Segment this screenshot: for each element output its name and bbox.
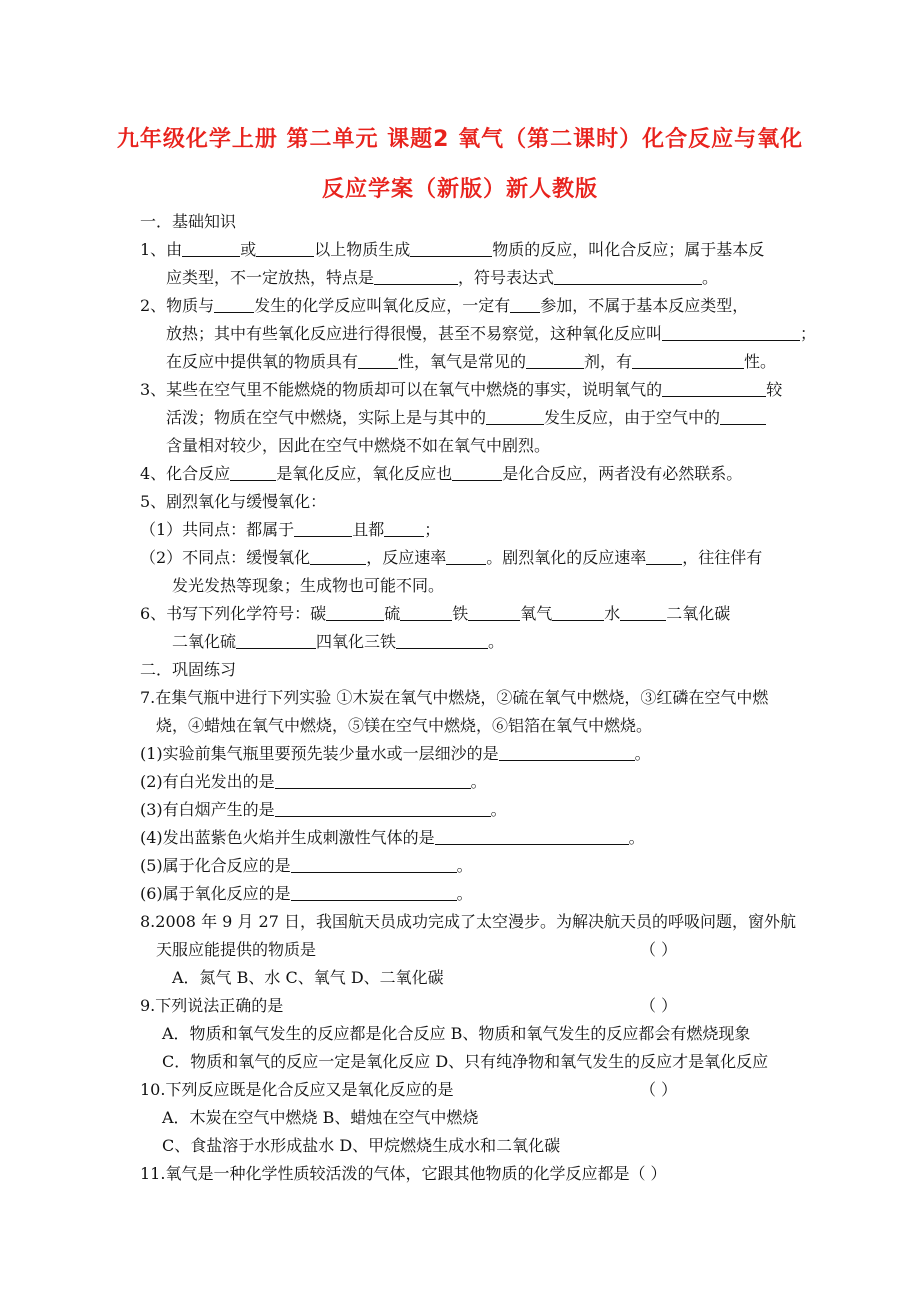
- page-title-line-2: 反应学案（新版）新人教版: [321, 177, 598, 202]
- section-heading-basics: 一．基础知识: [140, 212, 237, 231]
- question-6-line-1: [140, 604, 730, 624]
- blank[interactable]: [452, 464, 502, 481]
- blank[interactable]: [662, 324, 800, 341]
- question-3-line-3: [166, 436, 550, 456]
- blank[interactable]: [510, 296, 540, 313]
- blank[interactable]: [646, 548, 682, 565]
- blank[interactable]: [275, 772, 471, 789]
- blank[interactable]: [662, 380, 766, 397]
- text: 参加，不属于基本反应类型，: [540, 296, 749, 315]
- text: ，符号表达式: [458, 268, 555, 287]
- text: ，反应速率: [366, 548, 447, 567]
- question-8-line-2: 天服应能提供的物质是: [156, 940, 317, 959]
- text: 。: [490, 800, 507, 819]
- text: 应类型，不一定放热，特点是: [166, 268, 375, 287]
- page-title-line-1: 九年级化学上册 第二单元 课题2 氧气（第二课时）化合反应与氧化: [116, 127, 804, 152]
- question-6-line-2: [172, 632, 504, 652]
- text: 性。: [744, 352, 777, 371]
- text: 四氧化三铁: [316, 632, 397, 651]
- blank[interactable]: [446, 548, 486, 565]
- text: 且都: [352, 520, 385, 539]
- question-8-options: A．氮气 B、水 C、氧气 D、二氧化碳: [172, 968, 444, 987]
- text: ，往往伴有: [682, 548, 763, 567]
- text: (2)有白光发出的是: [140, 772, 275, 791]
- blank[interactable]: [256, 240, 314, 257]
- blank[interactable]: [182, 240, 240, 257]
- text: 6、书写下列化学符号：碳: [140, 604, 327, 623]
- blank[interactable]: [720, 408, 766, 425]
- blank[interactable]: [230, 464, 276, 481]
- text: 1、由: [140, 240, 183, 259]
- question-2-line-1: [140, 296, 748, 316]
- question-9-options-2: C．物质和氧气的反应一定是氧化反应 D、只有纯净物和氧气发生的反应才是氧化反应: [162, 1052, 769, 1071]
- question-11-stem: 11.氧气是一种化学性质较活泼的气体，它跟其他物质的化学反应都是（ ）: [140, 1164, 667, 1183]
- text: 二氧化碳: [666, 604, 731, 623]
- question-7-sub-1: [140, 744, 651, 764]
- text: （1）共同点：都属于: [140, 520, 295, 539]
- question-8-answer-paren[interactable]: （ ）: [640, 940, 678, 959]
- text: (4)发出蓝紫色火焰并生成刺激性气体的是: [140, 828, 435, 847]
- blank[interactable]: [326, 604, 384, 621]
- question-7-sub-3: [140, 800, 507, 820]
- text: 。: [456, 884, 473, 903]
- text: 剂，有: [584, 352, 633, 371]
- question-7-sub-2: [140, 772, 487, 792]
- text: 。: [456, 856, 473, 875]
- blank[interactable]: [435, 828, 629, 845]
- text: 。: [628, 828, 645, 847]
- blank[interactable]: [468, 604, 520, 621]
- question-2-line-3: [166, 352, 776, 372]
- text: 是氧化反应，氧化反应也: [276, 464, 453, 483]
- question-7-sub-6: [140, 884, 473, 904]
- blank[interactable]: [620, 604, 666, 621]
- text: 活泼；物质在空气中燃烧，实际上是与其中的: [166, 408, 487, 427]
- text: 3、某些在空气里不能燃烧的物质却可以在氧气中燃烧的事实，说明氧气的: [140, 380, 663, 399]
- blank[interactable]: [214, 296, 254, 313]
- question-8-line-1: 8.2008 年 9 月 27 日，我国航天员成功完成了太空漫步。为解决航天员的呼吸问题，窗外航: [140, 912, 796, 931]
- text: 氧气: [520, 604, 553, 623]
- question-9-stem: 9.下列说法正确的是: [140, 996, 284, 1015]
- text: 发生的化学反应叫氧化反应，一定有: [254, 296, 511, 315]
- blank[interactable]: [236, 632, 316, 649]
- text: 发光发热等现象；生成物也可能不同。: [172, 576, 445, 595]
- blank[interactable]: [552, 604, 604, 621]
- text: 发生反应，由于空气中的: [544, 408, 721, 427]
- text: ；: [424, 520, 441, 539]
- text: (5)属于化合反应的是: [140, 856, 291, 875]
- blank[interactable]: [384, 520, 424, 537]
- blank[interactable]: [410, 240, 492, 257]
- text: 4、化合反应: [140, 464, 231, 483]
- question-7-sub-5: [140, 856, 473, 876]
- text: (1)实验前集气瓶里要预先装少量水或一层细沙的是: [140, 744, 499, 763]
- text: 。: [634, 744, 651, 763]
- text: （2）不同点：缓慢氧化: [140, 548, 311, 567]
- text: 二氧化硫: [172, 632, 237, 651]
- question-5-part-2-line-1: [140, 548, 762, 568]
- blank[interactable]: [526, 352, 584, 369]
- question-10-options-1: A．木炭在空气中燃烧 B、蜡烛在空气中燃烧: [162, 1108, 479, 1127]
- question-7-line-1: 7.在集气瓶中进行下列实验 ①木炭在氧气中燃烧，②硫在氧气中燃烧，③红磷在空气中燃: [140, 688, 769, 707]
- blank[interactable]: [291, 856, 457, 873]
- section-heading-practice: 二．巩固练习: [140, 660, 237, 679]
- question-10-options-2: C、食盐溶于水形成盐水 D、甲烷燃烧生成水和二氧化碳: [162, 1136, 561, 1155]
- text: 。: [488, 632, 505, 651]
- question-10-answer-paren[interactable]: （ ）: [640, 1080, 678, 1099]
- text: 较: [766, 380, 783, 399]
- blank[interactable]: [358, 352, 398, 369]
- blank[interactable]: [374, 268, 458, 285]
- blank[interactable]: [554, 268, 702, 285]
- text: 是化合反应，两者没有必然联系。: [502, 464, 743, 483]
- blank[interactable]: [275, 800, 491, 817]
- text: 放热；其中有些氧化反应进行得很慢，甚至不易察觉，这种氧化反应叫: [166, 324, 663, 343]
- question-3-line-2: [166, 408, 766, 428]
- text: 铁: [452, 604, 469, 623]
- text: 2、物质与: [140, 296, 215, 315]
- text: 含量相对较少，因此在空气中燃烧不如在氧气中剧烈。: [166, 436, 551, 455]
- text: 在反应中提供氧的物质具有: [166, 352, 359, 371]
- question-9-options-1: A．物质和氧气发生的反应都是化合反应 B、物质和氧气发生的反应都会有燃烧现象: [162, 1024, 751, 1043]
- question-3-line-1: [140, 380, 782, 400]
- blank[interactable]: [632, 352, 744, 369]
- question-5-heading: 5、剧烈氧化与缓慢氧化：: [140, 492, 327, 511]
- question-9-answer-paren[interactable]: （ ）: [640, 996, 678, 1015]
- blank[interactable]: [310, 548, 366, 565]
- text: 。: [702, 268, 719, 287]
- question-1-line-2: [166, 268, 718, 288]
- question-1-line-1: [140, 240, 764, 260]
- question-4: [140, 464, 742, 484]
- text: 物质的反应，叫化合反应；属于基本反: [492, 240, 765, 259]
- text: 。: [470, 772, 487, 791]
- question-5-part-2-line-2: [172, 576, 444, 596]
- question-7-line-2: 烧，④蜡烛在氧气中燃烧，⑤镁在空气中燃烧，⑥铝箔在氧气中燃烧。: [156, 716, 653, 735]
- question-5-part-1: [140, 520, 440, 540]
- blank[interactable]: [396, 632, 488, 649]
- blank[interactable]: [499, 744, 635, 761]
- text: ；: [800, 324, 817, 343]
- text: 或: [240, 240, 257, 259]
- text: 。剧烈氧化的反应速率: [486, 548, 647, 567]
- blank[interactable]: [486, 408, 544, 425]
- text: 性，氧气是常见的: [398, 352, 527, 371]
- text: (3)有白烟产生的是: [140, 800, 275, 819]
- question-7-sub-4: [140, 828, 645, 848]
- text: 以上物质生成: [314, 240, 411, 259]
- blank[interactable]: [400, 604, 452, 621]
- text: 硫: [384, 604, 401, 623]
- question-2-line-2: [166, 324, 816, 344]
- text: (6)属于氧化反应的是: [140, 884, 291, 903]
- question-10-stem: 10.下列反应既是化合反应又是氧化反应的是: [140, 1080, 454, 1099]
- blank[interactable]: [294, 520, 352, 537]
- text: 水: [604, 604, 621, 623]
- blank[interactable]: [291, 884, 457, 901]
